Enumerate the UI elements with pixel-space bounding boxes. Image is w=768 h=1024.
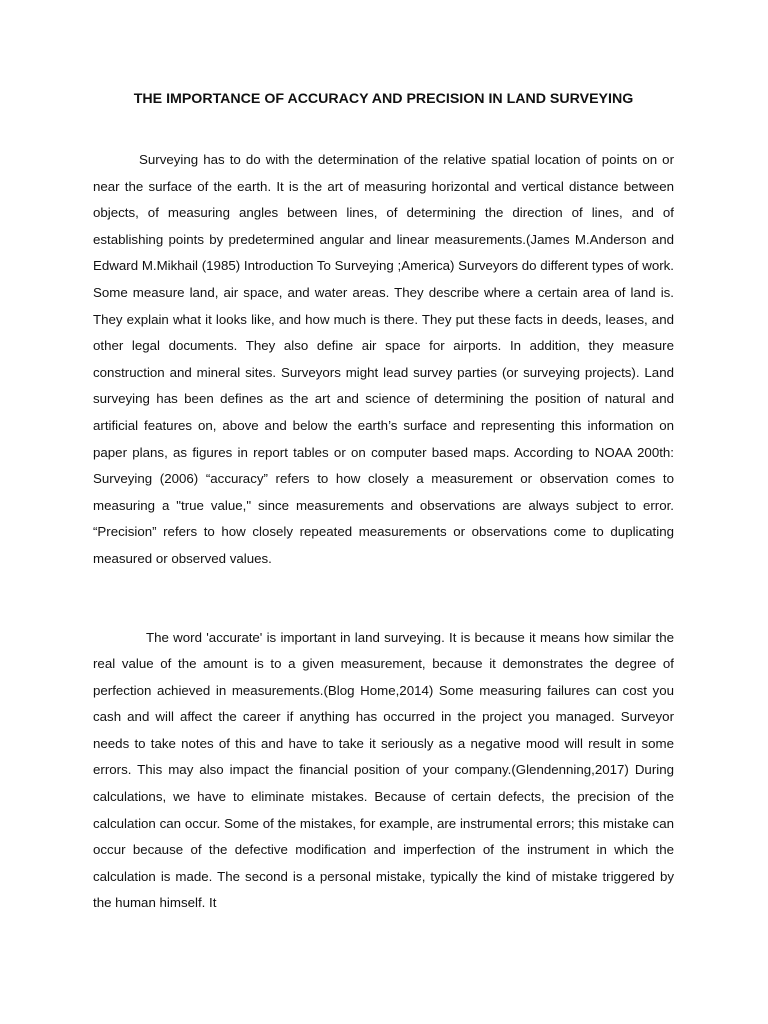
paragraph-text: The word 'accurate' is important in land surveying. It is because it means how similar the real value of the amount is to a given measurement, because it demonstrates the degree of perfection achieved in measurements.(Blog Home,2014) Some measuring failures can cost you cash and will affect the career if anything has occurred in the project you managed. Surveyor needs to take notes of this and have to take it seriously as a negative mood will result in some errors. This may also impact the financial position of your company.(Glendenning,2017) During calculations, we have to eliminate mistakes. Because of certain defects, the precision of the calculation can occur. Some of the mistakes, for example, are instrumental errors; this mistake can occur because of the defective modification and imperfection of the instrument in which the calculation is made. The second is a personal mistake, typically the kind of mistake triggered by the human himself. It [93,629,674,911]
paragraph-accuracy-importance [93,625,674,918]
document-page [93,90,674,917]
paragraph-surveying-definition [93,147,674,573]
paragraph-text: Surveying has to do with the determination of the relative spatial location of points on or near the surface of the earth. It is the art of measuring horizontal and vertical distance between objects, of measuring angles between lines, of determining the direction of lines, and of establishing points by predetermined angular and linear measurements.(James M.Anderson and Edward M.Mikhail (1985) Introduction To Surveying ;America) Surveyors do different types of work. Some measure land, air space, and water areas. They describe where a certain area of land is. They explain what it looks like, and how much is there. They put these facts in deeds, leases, and other legal documents. They also define air space for airports. In addition, they measure construction and mineral sites. Surveyors might lead survey parties (or surveying projects). Land surveying has been defines as the art and science of determining the position of natural and artificial features on, above and below the earth’s surface and representing this information on paper plans, as figures in report tables or on computer based maps. According to NOAA 200th: Surveying (2006) “accuracy” refers to how closely a measurement or observation comes to measuring a "true value," since measurements and observations are always subject to error. “Precision” refers to how closely repeated measurements or observations come to duplicating measured or observed values. [93,152,674,566]
document-title: THE IMPORTANCE OF ACCURACY AND PRECISION IN LAND SURVEYING [133,91,634,107]
